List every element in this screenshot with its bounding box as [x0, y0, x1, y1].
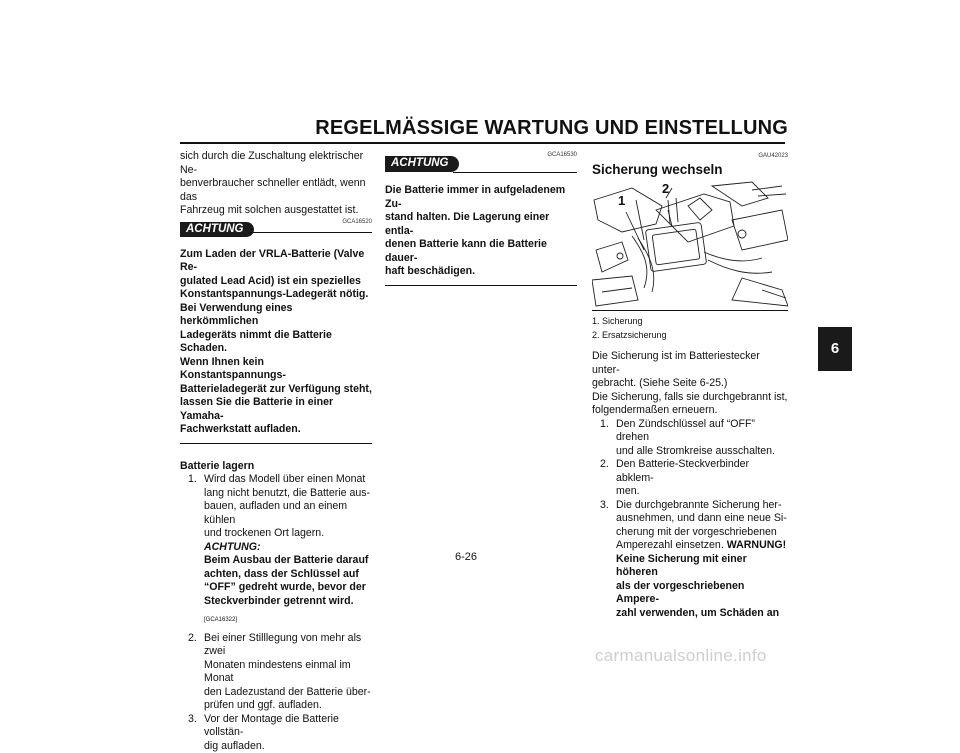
item-bold-line: Steckverbinder getrennt wird. [204, 595, 372, 609]
item-bold-line: zahl verwenden, um Schäden an [616, 607, 788, 621]
item-bold-line: achten, dass der Schlüssel auf [204, 568, 372, 582]
fuse-illustration [592, 180, 788, 308]
para-line: Die Sicherung, falls sie durchgebrannt ist, [592, 391, 788, 405]
inline-achtung: ACHTUNG: [204, 541, 261, 553]
achtung-header [180, 222, 372, 244]
item-text: Amperezahl einsetzen. [616, 539, 724, 551]
item-line: bauen, aufladen und an einem kühlen [204, 500, 372, 527]
page-number: 6-26 [455, 551, 477, 563]
achtung-end-rule [385, 285, 577, 286]
item-line: Den Batterie-Steckverbinder abklem- [616, 458, 788, 485]
achtung-text [385, 184, 577, 279]
reference-code: GCA16530 [547, 149, 577, 163]
achtung-end-rule [180, 443, 372, 444]
intro-line: Fahrzeug mit solchen ausgestattet ist. [180, 204, 372, 218]
achtung-header [385, 156, 577, 178]
section-title: Sicherung wechseln [592, 163, 788, 177]
item-number: 3. [600, 499, 609, 513]
reference-code: GCA16520 [342, 216, 372, 230]
item-bold-line: als der vorgeschriebenen Ampere- [616, 580, 788, 607]
achtung-line: Fachwerkstatt aufladen. [180, 423, 372, 437]
item-line: den Ladezustand der Batterie über- [204, 686, 372, 700]
achtung-badge: ACHTUNG [180, 222, 254, 238]
achtung-line: Bei Verwendung eines herkömmlichen [180, 302, 372, 329]
achtung-line: haft beschädigen. [385, 265, 577, 279]
item-number: 2. [188, 632, 197, 646]
storage-steps [180, 473, 372, 753]
achtung-line: Die Batterie immer in aufgeladenem Zu- [385, 184, 577, 211]
right-column [592, 150, 788, 620]
inline-warning: WARNUNG! [727, 539, 786, 551]
achtung-line: lassen Sie die Batterie in einer Yamaha- [180, 396, 372, 423]
item-line: cherung mit der vorgeschriebenen [616, 526, 788, 540]
para-line: folgendermaßen erneuern. [592, 404, 788, 418]
title-rule [180, 142, 785, 144]
achtung-text [180, 248, 372, 437]
list-item [592, 499, 788, 621]
item-line: lang nicht benutzt, die Batterie aus- [204, 487, 372, 501]
item-line: Vor der Montage die Batterie vollstän- [204, 713, 372, 740]
achtung-line: Batterieladegerät zur Verfügung steht, [180, 383, 372, 397]
item-line: Wird das Modell über einen Monat [204, 473, 372, 487]
item-line: Bei einer Stilllegung von mehr als zwei [204, 632, 372, 659]
list-item [180, 473, 372, 628]
achtung-rule [453, 172, 577, 173]
list-item [592, 418, 788, 459]
item-line: Den Zündschlüssel auf “OFF” drehen [616, 418, 788, 445]
item-number: 1. [188, 473, 197, 487]
achtung-line: gulated Lead Acid) ist ein spezielles [180, 275, 372, 289]
achtung-line: Ladegeräts nimmt die Batterie Schaden. [180, 329, 372, 356]
item-line [616, 539, 788, 553]
para-line: Die Sicherung ist im Batteriestecker unter- [592, 350, 788, 377]
list-item [180, 632, 372, 713]
achtung-badge: ACHTUNG [385, 156, 459, 172]
legend-item: 1. Sicherung [592, 315, 788, 329]
item-line: ausnehmen, und dann eine neue Si- [616, 512, 788, 526]
achtung-line: stand halten. Die Lagerung einer entla- [385, 211, 577, 238]
reference-code: GAU42023 [592, 150, 788, 164]
intro-line: sich durch die Zuschaltung elektrischer Ne- [180, 150, 372, 177]
item-number: 2. [600, 458, 609, 472]
section-title: Batterie lagern [180, 460, 372, 474]
item-text: und trockenen Ort lagern. [204, 527, 324, 539]
achtung-line: Zum Laden der VRLA-Batterie (Valve Re- [180, 248, 372, 275]
list-item [592, 458, 788, 499]
item-number: 1. [600, 418, 609, 432]
watermark: carmanualsonline.info [595, 646, 767, 666]
achtung-line: Konstantspannungs-Ladegerät nötig. [180, 288, 372, 302]
item-line: prüfen und ggf. aufladen. [204, 699, 372, 713]
middle-column [385, 150, 577, 286]
item-bold-line: Beim Ausbau der Batterie darauf [204, 554, 372, 568]
reference-code: [GCA16322] [204, 614, 372, 628]
left-column [180, 150, 372, 753]
item-line [204, 527, 372, 554]
legend-item: 2. Ersatzsicherung [592, 329, 788, 343]
para-line: gebracht. (Siehe Seite 6-25.) [592, 377, 788, 391]
callout-1: 1 [618, 194, 625, 208]
figure-rule [592, 310, 788, 311]
item-line: und alle Stromkreise ausschalten. [616, 445, 788, 459]
item-bold-line: Keine Sicherung mit einer höheren [616, 553, 788, 580]
item-bold-line: “OFF” gedreht wurde, bevor der [204, 581, 372, 595]
item-line: Monaten mindestens einmal im Monat [204, 659, 372, 686]
fuse-steps [592, 418, 788, 621]
achtung-line: denen Batterie kann die Batterie dauer- [385, 238, 577, 265]
callout-2: 2 [662, 182, 669, 196]
list-item [180, 713, 372, 753]
item-line: dig aufladen. [204, 740, 372, 753]
intro-line: benverbraucher schneller entlädt, wenn das [180, 177, 372, 204]
achtung-rule [248, 232, 372, 233]
item-number: 3. [188, 713, 197, 727]
item-line: Die durchgebrannte Sicherung her- [616, 499, 788, 513]
item-line: men. [616, 485, 788, 499]
fuse-paragraph [592, 350, 788, 418]
page-title: REGELMÄSSIGE WARTUNG UND EINSTELLUNG [300, 117, 788, 140]
chapter-tab: 6 [818, 327, 852, 371]
achtung-line: Wenn Ihnen kein Konstantspannungs- [180, 356, 372, 383]
